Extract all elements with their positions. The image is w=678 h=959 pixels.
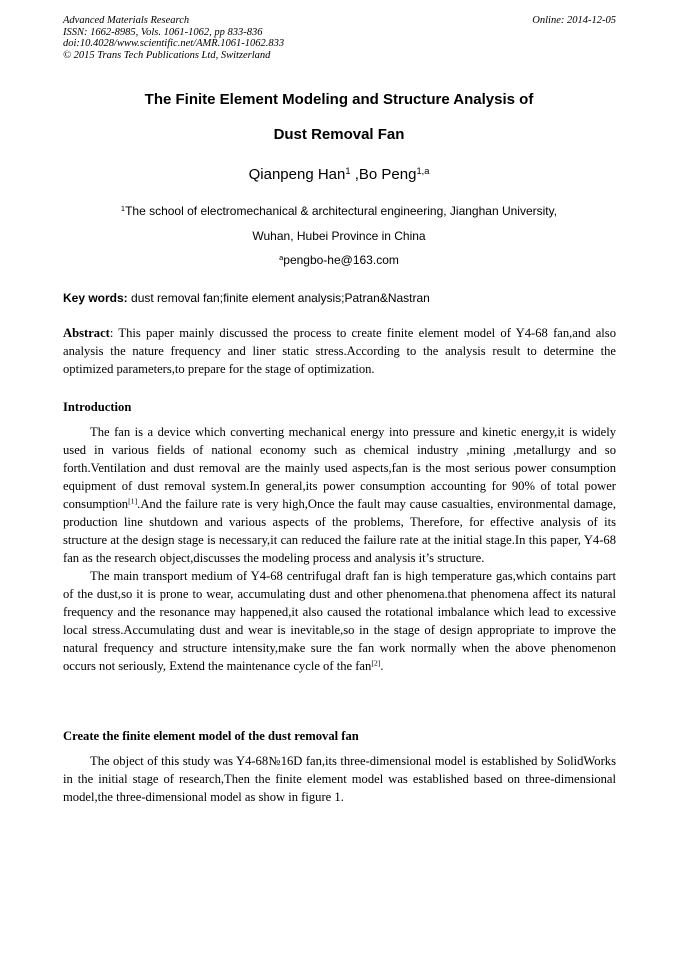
issn-line: ISSN: 1662-8985, Vols. 1061-1062, pp 833-836 — [63, 26, 263, 38]
author-affiliation-mark: 1 — [345, 165, 351, 176]
journal-name: Advanced Materials Research — [63, 15, 190, 26]
keywords-label: Key words: — [63, 291, 128, 305]
paragraph-text: The main transport medium of Y4-68 centrifugal draft fan is high temperature gas,which contains part of the dust,so it is prone to wear, accumulating dust and other phenomena.that phenomena affect its natural frequency and the resonance may happened,it also caused the rotational imbalance which lead to excessive local stress.Accumulating dust and wear is inevitable,so in the stage of design appropriate to improve the natural frequency and structure intensity,make sure the fan work normally when the above phenomenon occurs not seriously, Extend the maintenance cycle of the fan — [63, 569, 616, 673]
paragraph-text: The fan is a device which converting mechanical energy into pressure and kinetic energy,it is widely used in various fields of national economy such as chemical industry ,mining ,metallurgy and so forth.Ventilation and dust removal are the mainly used aspects,fan is the most serious power consumption equipment of dust removal system.In general,its power consumption accounting for 90% of total power consumption — [63, 425, 616, 511]
paragraph — [63, 567, 616, 675]
keywords-text: dust removal fan;finite element analysis;Patran&Nastran — [127, 291, 430, 305]
section-heading-create-model: Create the finite element model of the dust removal fan — [63, 729, 359, 743]
author-affiliation-mark: 1,a — [416, 165, 430, 176]
email-address: pengbo-he@163.com — [283, 253, 399, 267]
author-name: Bo Peng — [358, 166, 417, 183]
affiliation-text: The school of electromechanical & architectural engineering, Jianghan University, — [125, 204, 558, 218]
author-name: Qianpeng Han — [248, 166, 346, 183]
abstract — [63, 324, 616, 378]
abstract-label: Abstract — [63, 326, 110, 340]
copyright-line: © 2015 Trans Tech Publications Ltd, Switzerland — [63, 49, 271, 61]
journal-header — [63, 15, 616, 61]
paragraph: The object of this study was Y4-68№16D fan,its three-dimensional model is established by SolidWorks in the initial stage of research,Then the finite element model was established based on three-dimensional model,the three-dimensional model as show in figure 1. — [63, 754, 616, 804]
author-email — [0, 253, 678, 267]
introduction-body — [63, 423, 616, 675]
affiliation-line-1 — [0, 204, 678, 218]
online-date: Online: 2014-12-05 — [532, 15, 616, 26]
abstract-text: : This paper mainly discussed the process to create finite element model of Y4-68 fan,and also analysis the nature frequency and liner static stress.According to the analysis result to determine the optimized parameters,to prepare for the stage of optimization. — [63, 326, 616, 376]
keywords — [63, 291, 616, 305]
paragraph-text: . — [380, 659, 384, 673]
citation-ref: [1] — [128, 496, 138, 506]
email-mark: a — [279, 252, 284, 262]
create-model-body — [63, 752, 616, 806]
citation-ref: [2] — [371, 658, 381, 668]
affiliation-line-2: Wuhan, Hubei Province in China — [252, 229, 426, 243]
affiliation-mark: 1 — [120, 203, 126, 213]
doi-line: doi:10.4028/www.scientific.net/AMR.1061-1062.833 — [63, 38, 285, 50]
author-list — [0, 166, 678, 183]
author-separator: , — [350, 166, 359, 183]
paper-title-line-1: The Finite Element Modeling and Structure Analysis of — [144, 91, 534, 108]
section-heading-introduction: Introduction — [63, 400, 132, 414]
paragraph-text: .And the failure rate is very high,Once the fault may cause casualties, environmental damage, production line shutdown and various aspects of the problems, Therefore, for effective analysis of its structure at the design stage is necessary,it can reduced the failure rate at the initial stage.In this paper, Y4-68 fan as the research object,discusses the modeling process and analysis it’s structure. — [63, 497, 616, 565]
paper-title-line-2: Dust Removal Fan — [273, 126, 405, 143]
paragraph — [63, 423, 616, 567]
